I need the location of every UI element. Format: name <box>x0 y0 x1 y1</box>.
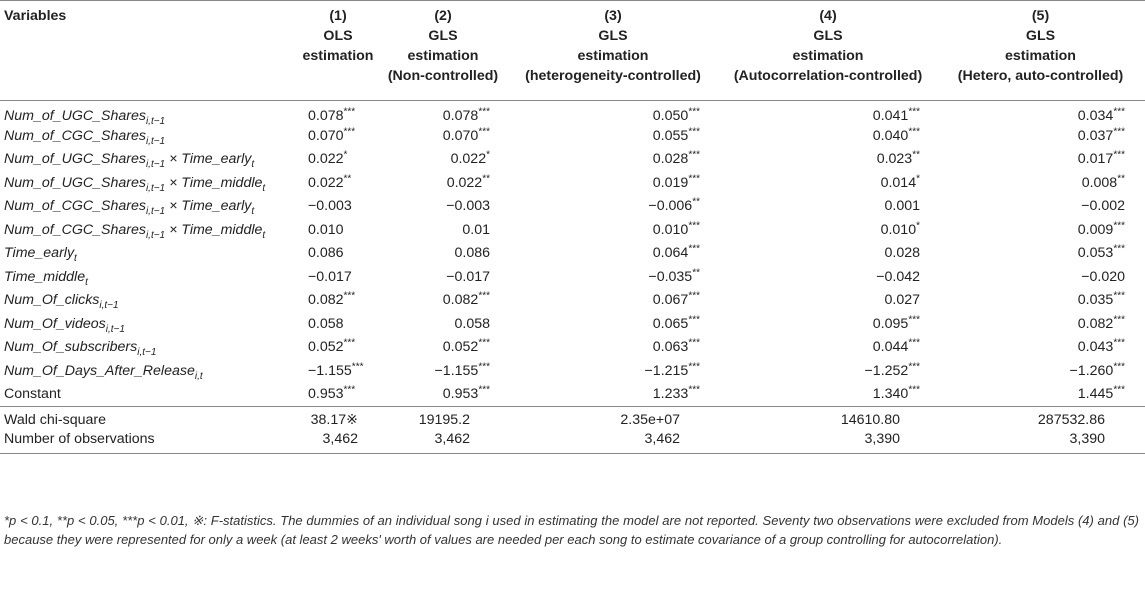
significance-stars: *** <box>478 126 490 138</box>
coefficient-value: 0.067 <box>652 292 689 309</box>
coefficient-value: −0.020 <box>1081 268 1125 285</box>
significance-stars: ** <box>692 267 700 279</box>
significance-stars: *** <box>688 361 700 373</box>
variable-name-cell <box>0 359 300 383</box>
variable-name-cell <box>0 336 300 360</box>
coefficient-cell <box>510 289 720 313</box>
significance-stars: *** <box>343 384 356 396</box>
variable-name: Num_of_UGC_Shares <box>4 107 146 124</box>
coefficient-cell <box>940 265 1145 289</box>
coefficient-value: 0.022 <box>446 174 483 191</box>
coefficient-value: 0.040 <box>872 127 909 144</box>
coefficient-value: 0.023 <box>876 151 913 168</box>
coefficient-value: 0.019 <box>652 174 689 191</box>
table-row <box>0 242 1145 266</box>
variable-subscript: i,t−1 <box>145 135 166 147</box>
significance-stars: *** <box>688 105 700 117</box>
coefficient-value: 0.953 <box>308 386 344 402</box>
variable-subscript: i,t−1 <box>145 229 166 241</box>
coefficient-cell <box>510 383 720 407</box>
variable-name: Time_middle <box>4 268 86 285</box>
coefficient-cell <box>300 195 380 219</box>
coefficient-value: −1.260 <box>1069 362 1114 379</box>
coefficient-cell <box>510 171 720 195</box>
coefficient-cell <box>300 265 380 289</box>
table-row <box>0 195 1145 219</box>
coefficient-value: 0.070 <box>308 127 344 144</box>
coefficient-value: 0.044 <box>872 339 909 356</box>
significance-stars: *** <box>908 105 920 117</box>
coefficient-cell <box>940 218 1145 242</box>
interaction-subscript: t <box>262 182 266 194</box>
coefficient-cell <box>720 124 940 148</box>
coefficient-cell <box>380 171 510 195</box>
header-line: GLS <box>1025 28 1056 44</box>
coefficient-value: 0.022 <box>308 151 344 168</box>
table-row <box>0 289 1145 313</box>
coefficient-cell <box>380 359 510 383</box>
variable-name: Num_of_CGC_Shares <box>4 127 146 144</box>
coefficient-cell <box>300 101 380 125</box>
stat-value: 19195.2 <box>380 406 510 430</box>
coefficient-value: 0.008 <box>1081 174 1118 191</box>
coefficient-cell <box>510 218 720 242</box>
coefficient-cell <box>380 289 510 313</box>
variable-subscript: t <box>74 253 77 265</box>
coefficient-cell <box>510 148 720 172</box>
header-line: (3) <box>604 8 622 24</box>
coefficient-value: 0.001 <box>884 198 920 215</box>
table-header-row <box>0 1 1145 101</box>
variable-subscript: t <box>85 276 88 288</box>
variable-subscript: i,t−1 <box>145 182 166 194</box>
variable-name: Num_Of_subscribers <box>4 339 138 356</box>
header-line: GLS <box>428 28 458 44</box>
coefficient-value: 0.017 <box>1077 151 1114 168</box>
header-line: GLS <box>598 28 628 44</box>
table-row <box>0 312 1145 336</box>
coefficient-value: 0.058 <box>308 315 344 332</box>
significance-stars: *** <box>478 384 490 396</box>
significance-stars: *** <box>478 105 490 117</box>
significance-stars: *** <box>478 337 490 349</box>
header-line: estimation <box>1005 48 1076 64</box>
coefficient-value: −1.155 <box>434 362 479 379</box>
significance-stars: *** <box>908 384 920 396</box>
header-line: estimation <box>302 48 374 64</box>
stat-value: 3,462 <box>380 430 510 454</box>
coefficient-value: −0.003 <box>446 198 490 215</box>
variable-name-cell <box>0 148 300 172</box>
variable-subscript: i,t−1 <box>99 300 119 312</box>
stat-value: 3,462 <box>300 430 380 454</box>
coefficient-cell <box>510 101 720 125</box>
interaction-subscript: t <box>251 206 255 218</box>
interaction-subscript: t <box>262 229 266 241</box>
coefficient-cell <box>940 101 1145 125</box>
coefficient-cell <box>720 383 940 407</box>
coefficient-value: 0.009 <box>1077 221 1114 238</box>
coefficient-value: 0.082 <box>308 292 344 309</box>
stat-value: 3,390 <box>720 430 940 454</box>
table-row <box>0 148 1145 172</box>
coefficient-cell <box>300 359 380 383</box>
coefficient-cell <box>300 148 380 172</box>
coefficient-cell <box>940 195 1145 219</box>
coefficient-value: 0.037 <box>1077 127 1114 144</box>
significance-stars: *** <box>688 314 700 326</box>
coefficient-value: 0.028 <box>884 245 920 262</box>
coefficient-value: 0.078 <box>442 107 479 124</box>
interaction-term: × Time_early <box>165 198 252 215</box>
variable-name: Num_Of_videos <box>4 315 106 332</box>
coefficient-value: −0.006 <box>648 198 693 215</box>
coefficient-cell <box>300 312 380 336</box>
significance-stars: *** <box>1113 126 1125 138</box>
interaction-term: × Time_middle <box>165 221 263 238</box>
coefficient-cell <box>510 359 720 383</box>
significance-stars: *** <box>343 105 356 117</box>
coefficient-cell <box>300 383 380 407</box>
coefficient-value: 0.063 <box>652 339 689 356</box>
stat-value: 2.35e+07 <box>510 406 720 430</box>
column-header-model-5 <box>940 1 1145 101</box>
variable-name: Constant <box>4 386 61 402</box>
header-line: Variables <box>4 8 67 24</box>
variable-name-cell <box>0 218 300 242</box>
table-row <box>0 359 1145 383</box>
header-line: estimation <box>577 48 649 64</box>
stat-value: 38.17※ <box>300 406 380 430</box>
significance-stars: *** <box>1113 243 1125 255</box>
stat-row <box>0 430 1145 454</box>
coefficient-cell <box>380 148 510 172</box>
coefficient-cell <box>720 265 940 289</box>
coefficient-value: 0.014 <box>880 174 917 191</box>
variable-name: Num_Of_clicks <box>4 292 100 309</box>
coefficient-value: 0.010 <box>652 221 689 238</box>
variable-name: Time_early <box>4 245 75 262</box>
coefficient-value: 0.064 <box>652 245 689 262</box>
coefficient-value: 0.043 <box>1077 339 1114 356</box>
significance-stars: *** <box>908 126 920 138</box>
significance-stars: *** <box>688 220 700 232</box>
coefficient-value: 0.027 <box>884 292 920 309</box>
coefficient-value: 1.233 <box>652 386 689 402</box>
header-line: (Hetero, auto-controlled) <box>957 68 1124 84</box>
significance-stars: * <box>916 173 920 185</box>
variable-subscript: i,t <box>194 370 203 382</box>
coefficient-cell <box>720 242 940 266</box>
coefficient-value: 0.022 <box>450 151 487 168</box>
significance-stars: *** <box>1113 384 1125 396</box>
variable-name-cell <box>0 289 300 313</box>
variable-subscript: i,t−1 <box>137 347 157 359</box>
coefficient-value: 0.028 <box>652 151 689 168</box>
coefficient-cell <box>510 124 720 148</box>
significance-stars: ** <box>1117 173 1125 185</box>
significance-stars: *** <box>688 384 700 396</box>
coefficient-value: 1.340 <box>872 386 909 402</box>
significance-stars: *** <box>688 173 700 185</box>
interaction-subscript: t <box>251 159 255 171</box>
coefficient-cell <box>300 289 380 313</box>
coefficient-value: 0.078 <box>308 107 344 124</box>
coefficient-value: 0.095 <box>872 315 909 332</box>
header-line: (5) <box>1031 8 1050 24</box>
interaction-term: × Time_early <box>165 151 252 168</box>
coefficient-value: 0.082 <box>442 292 479 309</box>
stat-value: 287532.86 <box>940 406 1145 430</box>
significance-stars: *** <box>343 290 356 302</box>
coefficient-value: −0.017 <box>446 268 490 285</box>
table-row <box>0 265 1145 289</box>
stat-value: 14610.80 <box>720 406 940 430</box>
significance-stars: *** <box>1113 220 1125 232</box>
coefficient-cell <box>300 218 380 242</box>
coefficient-value: 0.058 <box>454 315 490 332</box>
coefficient-cell <box>940 289 1145 313</box>
significance-stars: *** <box>908 337 920 349</box>
coefficient-value: −0.003 <box>308 198 352 215</box>
variable-name-cell <box>0 124 300 148</box>
coefficient-cell <box>510 336 720 360</box>
variable-name-cell <box>0 195 300 219</box>
header-line: OLS <box>323 28 353 44</box>
coefficient-cell <box>380 242 510 266</box>
variable-name-cell <box>0 265 300 289</box>
significance-stars: ** <box>343 173 352 185</box>
coefficient-value: −1.252 <box>864 362 909 379</box>
variable-name-cell <box>0 171 300 195</box>
coefficient-cell <box>510 265 720 289</box>
coefficient-cell <box>380 265 510 289</box>
variable-name: Num_of_CGC_Shares <box>4 198 146 215</box>
significance-stars: ** <box>482 173 490 185</box>
coefficient-value: −0.017 <box>308 268 352 285</box>
coefficient-value: 0.041 <box>872 107 909 124</box>
variable-name-cell <box>0 242 300 266</box>
variable-name: Num_of_UGC_Shares <box>4 174 146 191</box>
table-body <box>0 101 1145 454</box>
column-header-variables <box>0 1 300 101</box>
coefficient-cell <box>510 195 720 219</box>
coefficient-value: 0.052 <box>442 339 479 356</box>
table-row <box>0 218 1145 242</box>
coefficient-value: −0.042 <box>876 268 920 285</box>
coefficient-value: 1.445 <box>1077 386 1114 402</box>
variable-name: Num_Of_Days_After_Release <box>4 362 195 379</box>
table-row <box>0 336 1145 360</box>
coefficient-value: −0.002 <box>1081 198 1125 215</box>
coefficient-cell <box>720 359 940 383</box>
column-header-model-3 <box>510 1 720 101</box>
significance-stars: *** <box>478 361 490 373</box>
variable-subscript: i,t−1 <box>145 115 166 127</box>
coefficient-cell <box>720 312 940 336</box>
coefficient-cell <box>720 289 940 313</box>
stat-name: Number of observations <box>0 430 300 454</box>
significance-stars: *** <box>478 290 490 302</box>
coefficient-value: 0.070 <box>442 127 479 144</box>
coefficient-cell <box>720 195 940 219</box>
coefficient-value: 0.022 <box>308 174 344 191</box>
variable-subscript: i,t−1 <box>105 323 125 335</box>
significance-stars: *** <box>343 337 356 349</box>
table-footnote: *p < 0.1, **p < 0.05, ***p < 0.01, ※: F-statistics. The dummies of an individual song i used in estimating the model are not reported. Seventy two observations were excluded from Models (4) and (5) because they were represented for only a week (at least 2 weeks' worth of values are needed per each song to estimate covariance of a group controlling for autocorrelation). <box>4 513 1139 547</box>
significance-stars: *** <box>688 126 700 138</box>
significance-stars: *** <box>908 314 920 326</box>
coefficient-cell <box>720 148 940 172</box>
significance-stars: *** <box>351 361 364 373</box>
significance-stars: *** <box>1113 105 1125 117</box>
coefficient-value: 0.086 <box>454 245 490 262</box>
header-line: (Autocorrelation-controlled) <box>733 68 923 84</box>
coefficient-cell <box>940 359 1145 383</box>
coefficient-cell <box>940 312 1145 336</box>
coefficient-cell <box>940 124 1145 148</box>
coefficient-cell <box>380 218 510 242</box>
coefficient-value: 0.052 <box>308 339 344 356</box>
stat-value: 3,390 <box>940 430 1145 454</box>
coefficient-cell <box>720 101 940 125</box>
coefficient-cell <box>720 171 940 195</box>
coefficient-cell <box>300 336 380 360</box>
coefficient-cell <box>380 312 510 336</box>
coefficient-value: −1.215 <box>644 362 689 379</box>
coefficient-cell <box>510 312 720 336</box>
coefficient-cell <box>940 336 1145 360</box>
significance-stars: * <box>343 149 348 161</box>
table-row <box>0 124 1145 148</box>
significance-stars: *** <box>688 243 700 255</box>
significance-stars: *** <box>343 126 356 138</box>
variable-subscript: i,t−1 <box>145 159 166 171</box>
coefficient-cell <box>510 242 720 266</box>
coefficient-cell <box>380 124 510 148</box>
significance-stars: *** <box>1113 149 1125 161</box>
coefficient-value: −0.035 <box>648 268 693 285</box>
variable-subscript: i,t−1 <box>145 206 166 218</box>
coefficient-value: 0.035 <box>1077 292 1114 309</box>
significance-stars: ** <box>912 149 920 161</box>
coefficient-value: 0.055 <box>652 127 689 144</box>
coefficient-value: 0.053 <box>1077 245 1114 262</box>
coefficient-cell <box>940 148 1145 172</box>
table-row <box>0 171 1145 195</box>
coefficient-value: 0.082 <box>1077 315 1114 332</box>
significance-stars: *** <box>688 290 700 302</box>
significance-stars: *** <box>1113 361 1125 373</box>
header-line: (4) <box>819 8 837 24</box>
significance-stars: ** <box>692 196 700 208</box>
stat-name: Wald chi-square <box>0 406 300 430</box>
header-line: (1) <box>329 8 347 24</box>
coefficient-cell <box>940 383 1145 407</box>
coefficient-value: −1.155 <box>308 362 352 379</box>
significance-stars: *** <box>688 149 700 161</box>
variable-name-cell <box>0 312 300 336</box>
significance-stars: *** <box>1113 290 1125 302</box>
coefficient-cell <box>380 195 510 219</box>
significance-stars: *** <box>688 337 700 349</box>
significance-stars: * <box>916 220 920 232</box>
coefficient-value: 0.034 <box>1077 107 1114 124</box>
table-row <box>0 383 1145 407</box>
coefficient-cell <box>380 383 510 407</box>
coefficient-value: 0.953 <box>442 386 479 402</box>
significance-stars: *** <box>1113 314 1125 326</box>
coefficient-value: 0.010 <box>308 221 344 238</box>
header-line: (2) <box>434 8 452 24</box>
coefficient-cell <box>380 336 510 360</box>
variable-name: Num_of_CGC_Shares <box>4 221 146 238</box>
significance-stars: *** <box>1113 337 1125 349</box>
coefficient-cell <box>720 336 940 360</box>
coefficient-cell <box>300 124 380 148</box>
coefficient-cell <box>300 171 380 195</box>
significance-stars: *** <box>908 361 920 373</box>
coefficient-cell <box>720 218 940 242</box>
header-line: (Non-controlled) <box>387 68 499 84</box>
variable-name-cell <box>0 101 300 125</box>
coefficient-cell <box>300 242 380 266</box>
coefficient-cell <box>940 171 1145 195</box>
column-header-model-2 <box>380 1 510 101</box>
coefficient-value: 0.050 <box>652 107 689 124</box>
header-line: estimation <box>407 48 479 64</box>
header-line: estimation <box>792 48 864 64</box>
coefficient-value: 0.086 <box>308 245 344 262</box>
variable-name-cell <box>0 383 300 407</box>
header-line: (heterogeneity-controlled) <box>525 68 701 84</box>
table-row <box>0 101 1145 125</box>
interaction-term: × Time_middle <box>165 174 263 191</box>
header-line: GLS <box>813 28 843 44</box>
column-header-model-1 <box>300 1 380 101</box>
coefficient-value: 0.010 <box>880 221 917 238</box>
stat-row <box>0 406 1145 430</box>
coefficient-value: 0.01 <box>462 221 490 238</box>
stat-value: 3,462 <box>510 430 720 454</box>
coefficient-cell <box>940 242 1145 266</box>
column-header-model-4 <box>720 1 940 101</box>
coefficient-cell <box>380 101 510 125</box>
significance-stars: * <box>486 149 490 161</box>
variable-name: Num_of_UGC_Shares <box>4 151 146 168</box>
coefficient-value: 0.065 <box>652 315 689 332</box>
